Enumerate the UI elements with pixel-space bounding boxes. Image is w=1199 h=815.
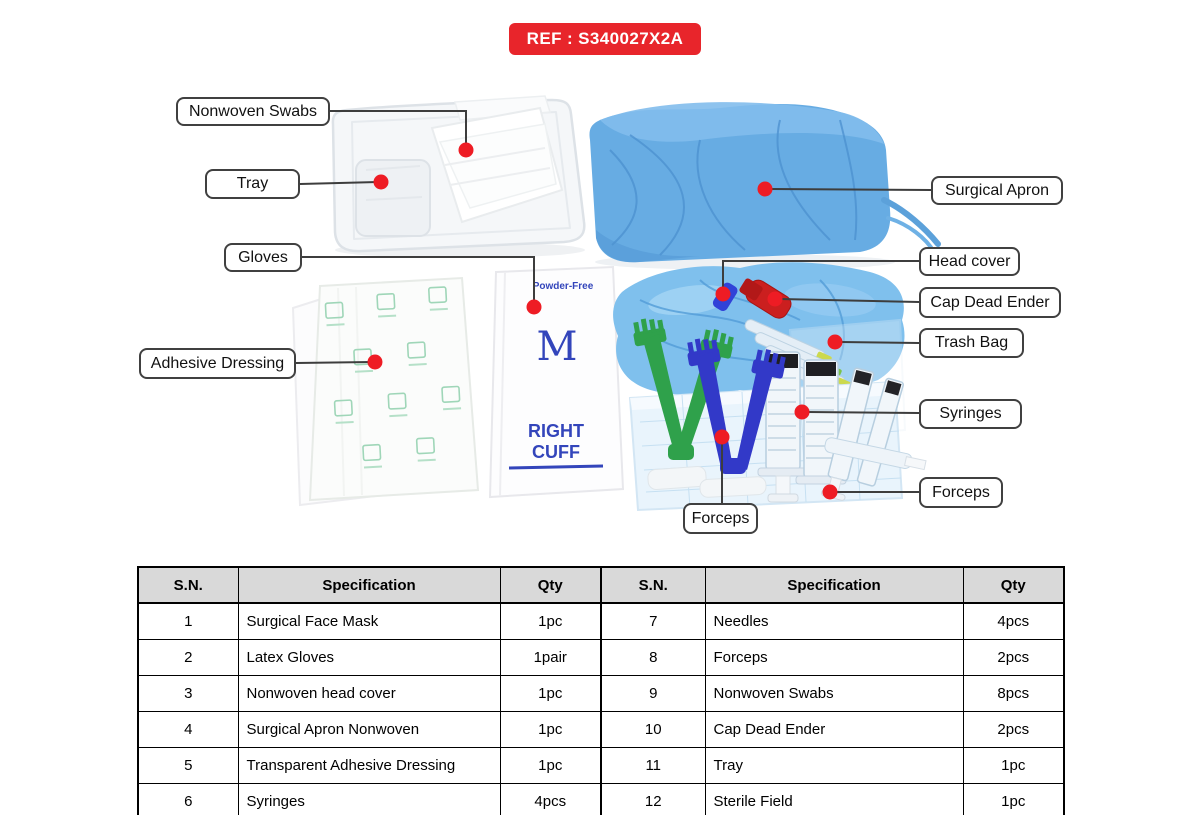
sn-cell: 9 (601, 676, 705, 712)
table-row (138, 640, 1064, 676)
header-spec-left: Specification (238, 567, 500, 603)
glove-cuff-text-1: RIGHT (528, 421, 584, 441)
spec-cell: Surgical Face Mask (238, 603, 500, 640)
header-spec-right: Specification (705, 567, 963, 603)
header-qty-right: Qty (963, 567, 1064, 603)
callout-surgical-apron: Surgical Apron (931, 176, 1063, 205)
sn-cell: 4 (138, 712, 238, 748)
qty-cell: 2pcs (963, 640, 1064, 676)
qty-cell: 1pc (500, 603, 601, 640)
dot-forceps-bottom (715, 430, 730, 445)
specification-table (137, 566, 1065, 815)
qty-cell: 4pcs (500, 784, 601, 815)
callout-syringes: Syringes (919, 399, 1022, 429)
dot-tray (374, 175, 389, 190)
glove-cuff-text-2: CUFF (532, 442, 580, 462)
dot-forceps-right (823, 485, 838, 500)
dot-adhesive-dressing (368, 355, 383, 370)
callout-forceps-bottom: Forceps (683, 503, 758, 534)
table-row (138, 712, 1064, 748)
dot-head-cover (716, 287, 731, 302)
ref-badge: REF : S340027X2A (509, 23, 701, 55)
connector-surgical-apron (770, 189, 931, 190)
spec-cell: Nonwoven head cover (238, 676, 500, 712)
sn-cell: 7 (601, 603, 705, 640)
spec-cell: Surgical Apron Nonwoven (238, 712, 500, 748)
qty-cell: 1pc (500, 712, 601, 748)
header-sn-left: S.N. (138, 567, 238, 603)
connector-adhesive-dressing (296, 362, 372, 363)
spec-cell: Tray (705, 748, 963, 784)
connector-trash-bag (840, 342, 919, 343)
spec-cell: Latex Gloves (238, 640, 500, 676)
sn-cell: 1 (138, 603, 238, 640)
table-row (138, 748, 1064, 784)
callout-cap-dead-ender: Cap Dead Ender (919, 287, 1061, 318)
callout-head-cover: Head cover (919, 247, 1020, 276)
table-row (138, 603, 1064, 640)
sn-cell: 6 (138, 784, 238, 815)
qty-cell: 1pc (500, 676, 601, 712)
sn-cell: 2 (138, 640, 238, 676)
spec-cell: Nonwoven Swabs (705, 676, 963, 712)
connector-syringes (807, 412, 919, 413)
callout-gloves: Gloves (224, 243, 302, 272)
table-header-row (138, 567, 1064, 603)
qty-cell: 1pair (500, 640, 601, 676)
dot-cap-dead-ender (768, 292, 783, 307)
sn-cell: 11 (601, 748, 705, 784)
qty-cell: 1pc (963, 784, 1064, 815)
adhesive-dressing-graphic (293, 278, 478, 505)
glove-wrapper-graphic (490, 267, 623, 497)
dot-gloves (527, 300, 542, 315)
callout-forceps-right: Forceps (919, 477, 1003, 508)
qty-cell: 1pc (500, 748, 601, 784)
qty-cell: 2pcs (963, 712, 1064, 748)
spec-cell: Needles (705, 603, 963, 640)
dot-nonwoven-swabs (459, 143, 474, 158)
sn-cell: 8 (601, 640, 705, 676)
callout-adhesive-dressing: Adhesive Dressing (139, 348, 296, 379)
spec-cell: Sterile Field (705, 784, 963, 815)
table-row (138, 676, 1064, 712)
sn-cell: 12 (601, 784, 705, 815)
qty-cell: 4pcs (963, 603, 1064, 640)
spec-cell: Cap Dead Ender (705, 712, 963, 748)
qty-cell: 1pc (963, 748, 1064, 784)
glove-powder-free-text: Powder-Free (532, 281, 594, 292)
dot-trash-bag (828, 335, 843, 350)
dot-surgical-apron (758, 182, 773, 197)
spec-cell: Syringes (238, 784, 500, 815)
sn-cell: 5 (138, 748, 238, 784)
spec-cell: Transparent Adhesive Dressing (238, 748, 500, 784)
spec-cell: Forceps (705, 640, 963, 676)
sn-cell: 3 (138, 676, 238, 712)
callout-tray: Tray (205, 169, 300, 199)
callout-trash-bag: Trash Bag (919, 328, 1024, 358)
callout-nonwoven-swabs: Nonwoven Swabs (176, 97, 330, 126)
header-sn-right: S.N. (601, 567, 705, 603)
table-row (138, 784, 1064, 815)
header-qty-left: Qty (500, 567, 601, 603)
dot-syringes (795, 405, 810, 420)
glove-size-text: M (536, 324, 578, 370)
sn-cell: 10 (601, 712, 705, 748)
qty-cell: 8pcs (963, 676, 1064, 712)
